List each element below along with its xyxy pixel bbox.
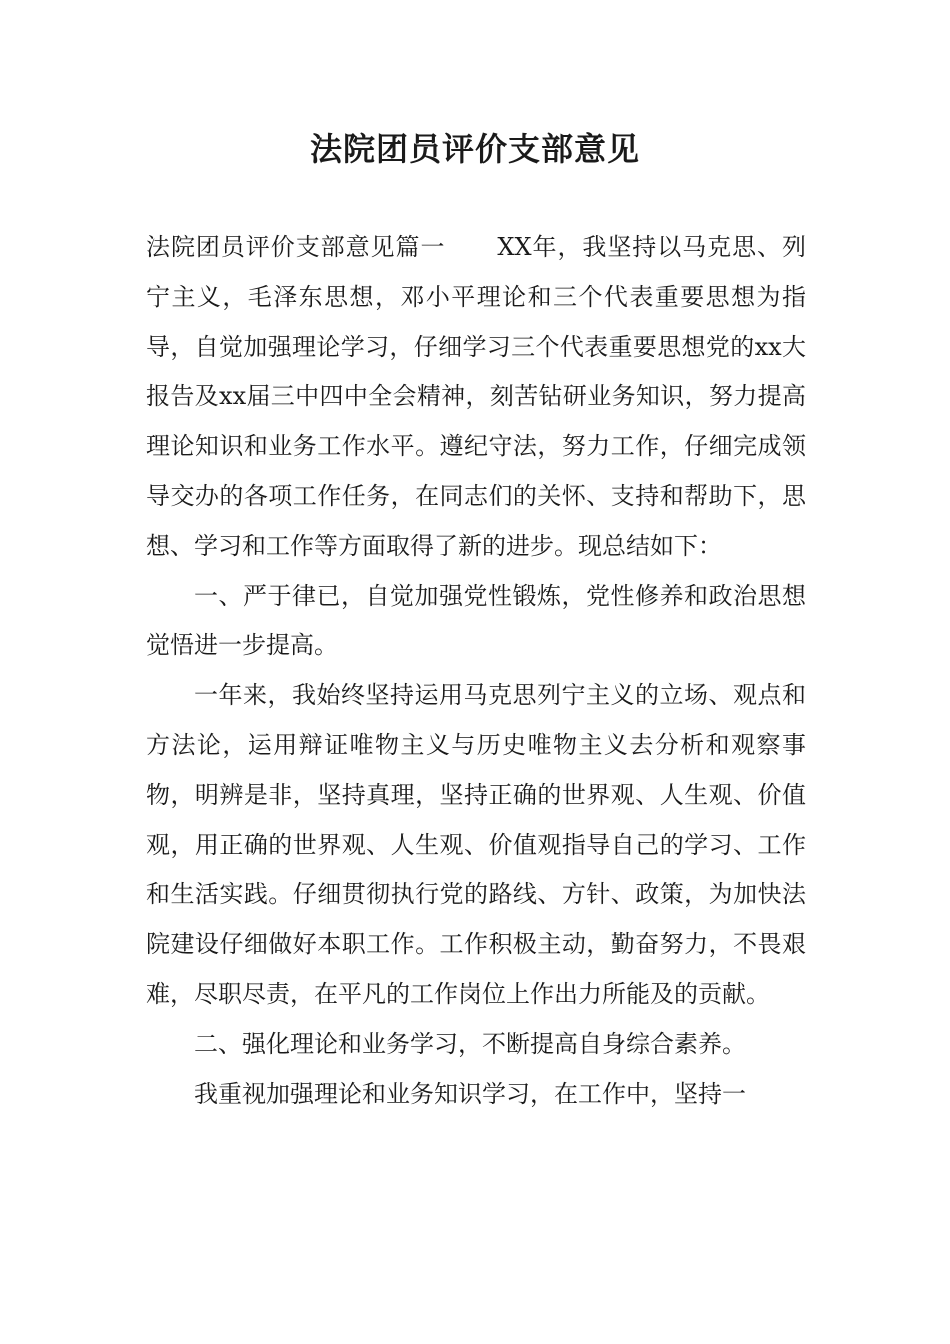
document-title: 法院团员评价支部意见: [309, 130, 640, 168]
section-heading-1: 一、严于律已，自觉加强党性锻炼，党性修养和政治思想觉悟进一步提高。: [146, 581, 806, 660]
intro-paragraph: [146, 223, 806, 572]
document-body: [146, 223, 806, 1119]
body-paragraph-2: 我重视加强理论和业务知识学习，在工作中，坚持一: [194, 1079, 746, 1108]
section-heading-2: 二、强化理论和业务学习，不断提高自身综合素养。: [194, 1029, 746, 1058]
intro-heading: 法院团员评价支部意见篇一: [146, 233, 446, 261]
body-paragraph-1: 一年来，我始终坚持运用马克思列宁主义的立场、观点和方法论，运用辩证唯物主义与历史唯物主义去分析和观察事物，明辨是非，坚持真理，坚持正确的世界观、人生观、价值观，用正确的世界观、人生观、价值观指导自己的学习、工作和生活实践。仔细贯彻执行党的路线、方针、政策，为加快法院建设仔细做好本职工作。工作积极主动，勤奋努力，不畏艰难，尽职尽责，在平凡的工作岗位上作出力所能及的贡献。: [146, 681, 806, 1008]
intro-text: XX年，我坚持以马克思、列宁主义，毛泽东思想，邓小平理论和三个代表重要思想为指导，自觉加强理论学习，仔细学习三个代表重要思想党的xx大报告及xx届三中四中全会精神，刻苦钻研业务知识，努力提高理论知识和业务工作水平。遵纪守法，努力工作，仔细完成领导交办的各项工作任务，在同志们的关怀、支持和帮助下，思想、学习和工作等方面取得了新的进步。现总结如下：: [146, 233, 807, 560]
